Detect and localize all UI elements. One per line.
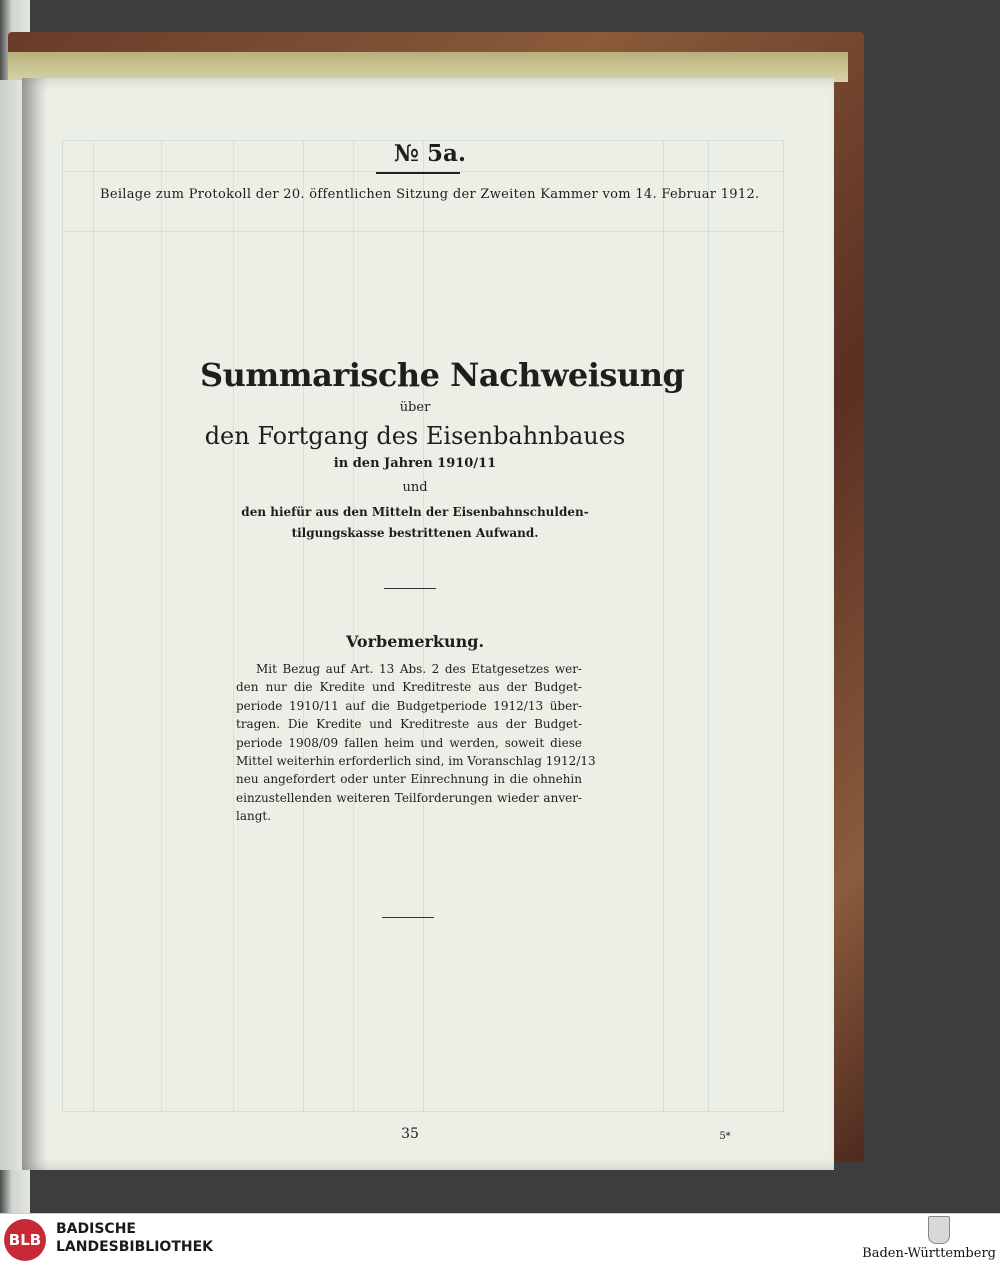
- paragraph-line: neu angefordert oder unter Einrechnung in die ohnehin: [236, 772, 582, 787]
- library-line-2: LANDESBIBLIOTHEK: [56, 1239, 214, 1255]
- library-line-1: BADISCHE: [56, 1221, 136, 1237]
- beilage-line: Beilage zum Protokoll der 20. öffentlichen Sitzung der Zweiten Kammer vom 14. Februar 1912.: [100, 187, 760, 202]
- years-line: in den Jahren 1910/11: [333, 456, 497, 471]
- vorbemerkung-heading: Vorbemerkung.: [345, 632, 485, 651]
- paragraph-line: periode 1908/09 fallen heim und werden, soweit diese: [236, 735, 582, 750]
- page-number: 35: [401, 1126, 419, 1142]
- logo-abbr: BLB: [8, 1231, 42, 1249]
- number-underline: [376, 172, 460, 174]
- ueber-text: über: [399, 400, 431, 415]
- end-rule: [382, 917, 434, 918]
- paragraph-line: Mit Bezug auf Art. 13 Abs. 2 des Etatgesetzes wer-: [256, 662, 582, 676]
- library-name[interactable]: [56, 1220, 213, 1256]
- paragraph-line: tragen. Die Kredite und Kreditreste aus der Budget-: [236, 717, 582, 732]
- vorbemerkung-paragraph: [236, 660, 596, 826]
- document-number: № 5a.: [394, 140, 466, 167]
- subtitle: den Fortgang des Eisenbahnbaues: [204, 422, 626, 450]
- paragraph-line: langt.: [236, 809, 272, 824]
- paragraph-line: den nur die Kredite und Kreditreste aus der Budget-: [236, 680, 582, 695]
- state-name[interactable]: Baden-Württemberg: [862, 1246, 996, 1261]
- show-through-table: [62, 140, 784, 1112]
- coat-of-arms-icon: [928, 1216, 950, 1244]
- paragraph-line: Mittel weiterhin erforderlich sind, im Voranschlag 1912/13: [236, 754, 596, 769]
- aufwand-line-2: tilgungskasse bestrittenen Aufwand.: [291, 526, 539, 540]
- blb-logo-icon[interactable]: [4, 1219, 46, 1261]
- und-text: und: [402, 480, 428, 495]
- divider-rule: [384, 588, 436, 589]
- viewer-footer: [0, 1213, 1000, 1264]
- aufwand-line-1: den hiefür aus den Mitteln der Eisenbahnschulden-: [241, 505, 589, 519]
- paragraph-line: periode 1910/11 auf die Budgetperiode 1912/13 über-: [236, 698, 582, 713]
- page-gutter: [22, 78, 48, 1170]
- page-title: Summarische Nachweisung: [200, 356, 685, 394]
- paragraph-line: einzustellenden weiteren Teilforderungen wieder anver-: [236, 790, 582, 805]
- signature-mark: 5*: [719, 1131, 731, 1142]
